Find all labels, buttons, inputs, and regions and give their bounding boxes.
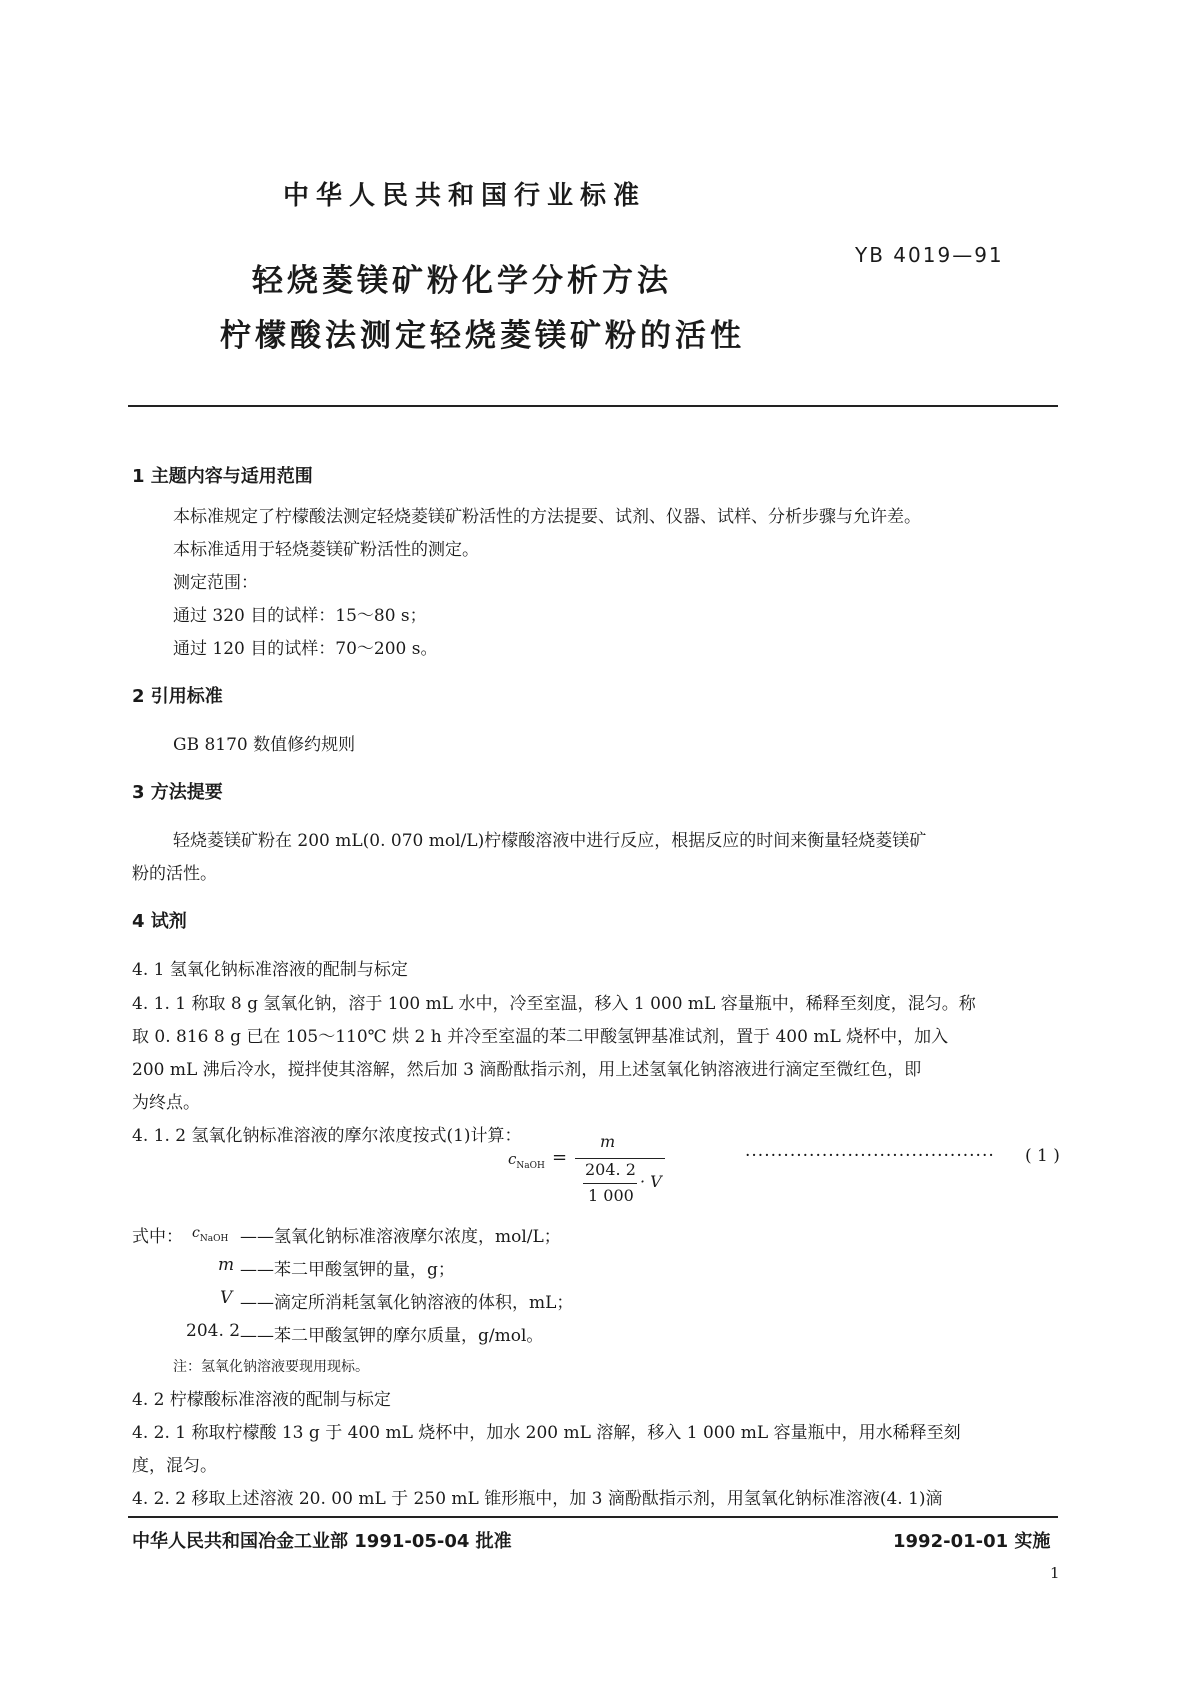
formula-inner-fraction-bar xyxy=(583,1183,637,1184)
section-1-paragraph: 本标准规定了柠檬酸法测定轻烧菱镁矿粉活性的方法提要、试剂、仪器、试样、分析步骤与允许差。 xyxy=(173,507,921,527)
note: 注：氢氧化钠溶液要现用现标。 xyxy=(173,1359,369,1375)
clause-4-1-1: 取 0. 816 8 g 已在 105～110℃ 烘 2 h 并冷至室温的苯二甲酸氢钾基准试剂，置于 400 mL 烧杯中，加入 xyxy=(132,1027,949,1047)
clause-4-1-1: 为终点。 xyxy=(132,1093,200,1113)
formula-number: ( 1 ) xyxy=(1025,1146,1060,1166)
clause-4-1-2: 4. 1. 2 氢氧化钠标准溶液的摩尔浓度按式(1)计算： xyxy=(132,1126,522,1146)
section-1-paragraph: 通过 120 目的试样：70～200 s。 xyxy=(173,639,438,659)
formula-leader-dots: ······································· xyxy=(745,1146,995,1166)
section-1-paragraph: 通过 320 目的试样：15～80 s； xyxy=(173,606,427,626)
section-3-paragraph: 粉的活性。 xyxy=(132,864,217,884)
subsection-4-1-heading: 4. 1 氢氧化钠标准溶液的配制与标定 xyxy=(132,960,408,980)
clause-4-2-2: 4. 2. 2 移取上述溶液 20. 00 mL 于 250 mL 锥形瓶中，加 3 滴酚酞指示剂，用氢氧化钠标准溶液(4. 1)滴 xyxy=(132,1489,943,1509)
variable-description: ——氢氧化钠标准溶液摩尔浓度，mol/L； xyxy=(240,1227,561,1247)
title-line-1: 轻烧菱镁矿粉化学分析方法 xyxy=(252,263,672,299)
formula-inner-denominator: 1 000 xyxy=(588,1186,634,1205)
formula-times-v: · V xyxy=(640,1172,662,1191)
variable-description: ——滴定所消耗氢氧化钠溶液的体积，mL； xyxy=(240,1293,574,1313)
referenced-standard: GB 8170 数值修约规则 xyxy=(173,735,356,755)
clause-4-2-1: 4. 2. 1 称取柠檬酸 13 g 于 400 mL 烧杯中，加水 200 mL 溶解，移入 1 000 mL 容量瓶中，用水稀释至刻 xyxy=(132,1423,961,1443)
section-1-paragraph: 本标准适用于轻烧菱镁矿粉活性的测定。 xyxy=(173,540,479,560)
formula-inner-numerator: 204. 2 xyxy=(585,1160,636,1179)
clause-4-2-1: 度，混匀。 xyxy=(132,1456,217,1476)
section-3-heading: 3 方法提要 xyxy=(132,782,223,803)
implementation-date: 1992-01-01 实施 xyxy=(893,1531,1051,1552)
clause-4-1-1: 4. 1. 1 称取 8 g 氢氧化钠，溶于 100 mL 水中，冷至室温，移入 1 000 mL 容量瓶中，稀释至刻度，混匀。称 xyxy=(132,994,976,1014)
where-prefix: 式中： xyxy=(132,1227,183,1247)
section-4-heading: 4 试剂 xyxy=(132,911,187,932)
variable-description: ——苯二甲酸氢钾的量，g； xyxy=(240,1260,455,1280)
variable-symbol: 204. 2 xyxy=(186,1321,241,1341)
variable-description: ——苯二甲酸氢钾的摩尔质量，g/mol。 xyxy=(240,1326,544,1346)
approval-info: 中华人民共和国冶金工业部 1991-05-04 批准 xyxy=(132,1531,512,1552)
footer-divider xyxy=(128,1516,1058,1518)
header-divider xyxy=(128,405,1058,407)
standard-type-heading: 中华人民共和国行业标准 xyxy=(283,181,647,211)
subsection-4-2-heading: 4. 2 柠檬酸标准溶液的配制与标定 xyxy=(132,1390,391,1410)
section-1-heading: 1 主题内容与适用范围 xyxy=(132,466,313,487)
section-2-heading: 2 引用标准 xyxy=(132,686,223,707)
section-3-paragraph: 轻烧菱镁矿粉在 200 mL(0. 070 mol/L)柠檬酸溶液中进行反应，根据反应的时间来衡量轻烧菱镁矿 xyxy=(173,831,927,851)
variable-symbol: m xyxy=(218,1255,235,1275)
clause-4-1-1: 200 mL 沸后冷水，搅拌使其溶解，然后加 3 滴酚酞指示剂，用上述氢氧化钠溶液进行滴定至微红色，即 xyxy=(132,1060,922,1080)
variable-symbol: V xyxy=(220,1288,233,1308)
formula-lhs: $c_{NaOH}$ xyxy=(508,1150,545,1171)
variable-symbol: $c_{NaOH}$ xyxy=(192,1225,229,1244)
page-number: 1 xyxy=(1050,1564,1060,1582)
formula-equals: = xyxy=(552,1147,568,1168)
standard-code: YB 4019—91 xyxy=(855,243,1004,267)
title-line-2: 柠檬酸法测定轻烧菱镁矿粉的活性 xyxy=(220,318,745,354)
formula-main-fraction-bar xyxy=(575,1158,665,1159)
formula-numerator: m xyxy=(600,1132,616,1151)
section-1-paragraph: 测定范围： xyxy=(173,573,258,593)
